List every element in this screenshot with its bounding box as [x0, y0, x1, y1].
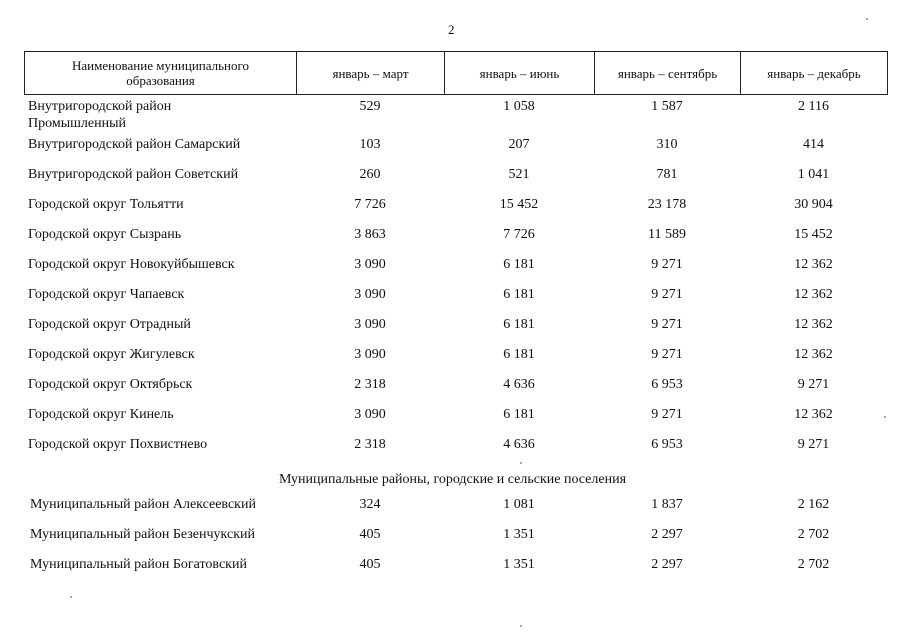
row-value-jan-sep: 1 837 [651, 497, 683, 512]
row-name: Городской округ Октябрьск [28, 377, 193, 392]
row-value-jan-sep: 6 953 [651, 437, 683, 452]
row-value-jan-jun: 4 636 [503, 377, 535, 392]
row-value-jan-mar: 3 090 [354, 347, 386, 362]
row-value-jan-dec: 2 702 [797, 557, 830, 572]
row-value-jan-jun: 6 181 [503, 287, 535, 302]
page-number: 2 [448, 22, 455, 37]
row-value-jan-mar: 103 [359, 137, 381, 152]
row-value-jan-jun: 7 726 [503, 227, 535, 242]
row-value-jan-mar: 3 090 [354, 287, 386, 302]
row-value-jan-dec: 9 271 [797, 377, 830, 392]
row-value-jan-mar: 2 318 [354, 437, 386, 452]
row-value-jan-jun: 1 081 [503, 497, 535, 512]
row-value-jan-jun: 1 351 [503, 557, 535, 572]
row-value-jan-sep: 310 [656, 137, 678, 152]
row-name: Городской округ Сызрань [28, 227, 182, 242]
row-name: Городской округ Отрадный [28, 317, 191, 332]
row-value-jan-jun: 207 [508, 137, 530, 152]
row-value-jan-sep: 9 271 [651, 257, 683, 272]
row-value-jan-mar: 3 090 [354, 407, 386, 422]
row-value-jan-dec: 12 362 [794, 287, 833, 302]
row-value-jan-sep: 2 297 [651, 557, 683, 572]
row-value-jan-jun: 1 058 [503, 99, 535, 114]
row-name: Внутригородской район Промышленный [28, 99, 172, 131]
row-name: Муниципальный район Алексеевский [30, 497, 256, 512]
row-name: Городской округ Жигулевск [28, 347, 195, 362]
row-value-jan-mar: 405 [359, 527, 381, 542]
row-value-jan-mar: 529 [359, 99, 381, 114]
row-value-jan-dec: 12 362 [794, 317, 833, 332]
row-value-jan-jun: 4 636 [503, 437, 535, 452]
row-value-jan-jun: 6 181 [503, 257, 535, 272]
header-jan-dec: январь – декабрь [741, 52, 888, 95]
row-name: Городской округ Кинель [28, 407, 174, 422]
scan-speck [70, 596, 72, 598]
section-heading: Муниципальные районы, городские и сельские поселения [278, 472, 627, 487]
row-value-jan-dec: 1 041 [797, 167, 830, 182]
row-value-jan-jun: 521 [508, 167, 530, 182]
header-jan-mar: январь – март [297, 52, 445, 95]
row-value-jan-dec: 2 116 [798, 99, 829, 114]
row-value-jan-dec: 414 [803, 137, 824, 152]
row-value-jan-dec: 15 452 [794, 227, 833, 242]
row-value-jan-sep: 1 587 [651, 99, 683, 114]
header-municipality-name: Наименование муниципального образования [25, 52, 297, 95]
row-value-jan-dec: 12 362 [794, 407, 833, 422]
scan-speck [520, 625, 522, 627]
row-name: Городской округ Новокуйбышевск [28, 257, 235, 272]
row-value-jan-dec: 12 362 [794, 347, 833, 362]
scan-speck [520, 462, 522, 464]
row-value-jan-dec: 2 702 [797, 527, 830, 542]
row-value-jan-dec: 9 271 [797, 437, 830, 452]
row-value-jan-mar: 260 [359, 167, 381, 182]
row-value-jan-dec: 30 904 [794, 197, 833, 212]
row-value-jan-mar: 3 090 [354, 317, 386, 332]
row-value-jan-jun: 6 181 [503, 317, 535, 332]
row-value-jan-mar: 3 090 [354, 257, 386, 272]
row-name: Городской округ Похвистнево [28, 437, 208, 452]
scan-speck [866, 18, 868, 20]
row-value-jan-sep: 11 589 [648, 227, 686, 242]
row-value-jan-mar: 3 863 [354, 227, 386, 242]
row-value-jan-sep: 6 953 [651, 377, 683, 392]
row-name: Муниципальный район Богатовский [30, 557, 247, 572]
row-value-jan-dec: 12 362 [794, 257, 833, 272]
row-value-jan-sep: 23 178 [647, 197, 687, 212]
row-value-jan-jun: 1 351 [503, 527, 535, 542]
row-value-jan-mar: 7 726 [354, 197, 386, 212]
header-jan-sep: январь – сентябрь [595, 52, 741, 95]
header-jan-jun: январь – июнь [445, 52, 595, 95]
row-value-jan-mar: 324 [359, 497, 381, 512]
row-value-jan-sep: 781 [656, 167, 678, 182]
row-value-jan-sep: 2 297 [651, 527, 683, 542]
row-value-jan-sep: 9 271 [651, 287, 683, 302]
row-value-jan-jun: 6 181 [503, 347, 535, 362]
row-name: Внутригородской район Советский [28, 167, 239, 182]
row-name: Муниципальный район Безенчукский [30, 527, 256, 542]
row-value-jan-mar: 405 [359, 557, 381, 572]
scan-speck [884, 416, 886, 418]
row-value-jan-sep: 9 271 [651, 407, 683, 422]
row-value-jan-mar: 2 318 [354, 377, 386, 392]
row-value-jan-sep: 9 271 [651, 347, 683, 362]
row-value-jan-dec: 2 162 [797, 497, 830, 512]
row-name: Городской округ Тольятти [28, 197, 184, 212]
row-name: Городской округ Чапаевск [28, 287, 185, 302]
row-value-jan-jun: 15 452 [499, 197, 539, 212]
row-value-jan-jun: 6 181 [503, 407, 535, 422]
row-name: Внутригородской район Самарский [28, 137, 241, 152]
row-value-jan-sep: 9 271 [651, 317, 683, 332]
